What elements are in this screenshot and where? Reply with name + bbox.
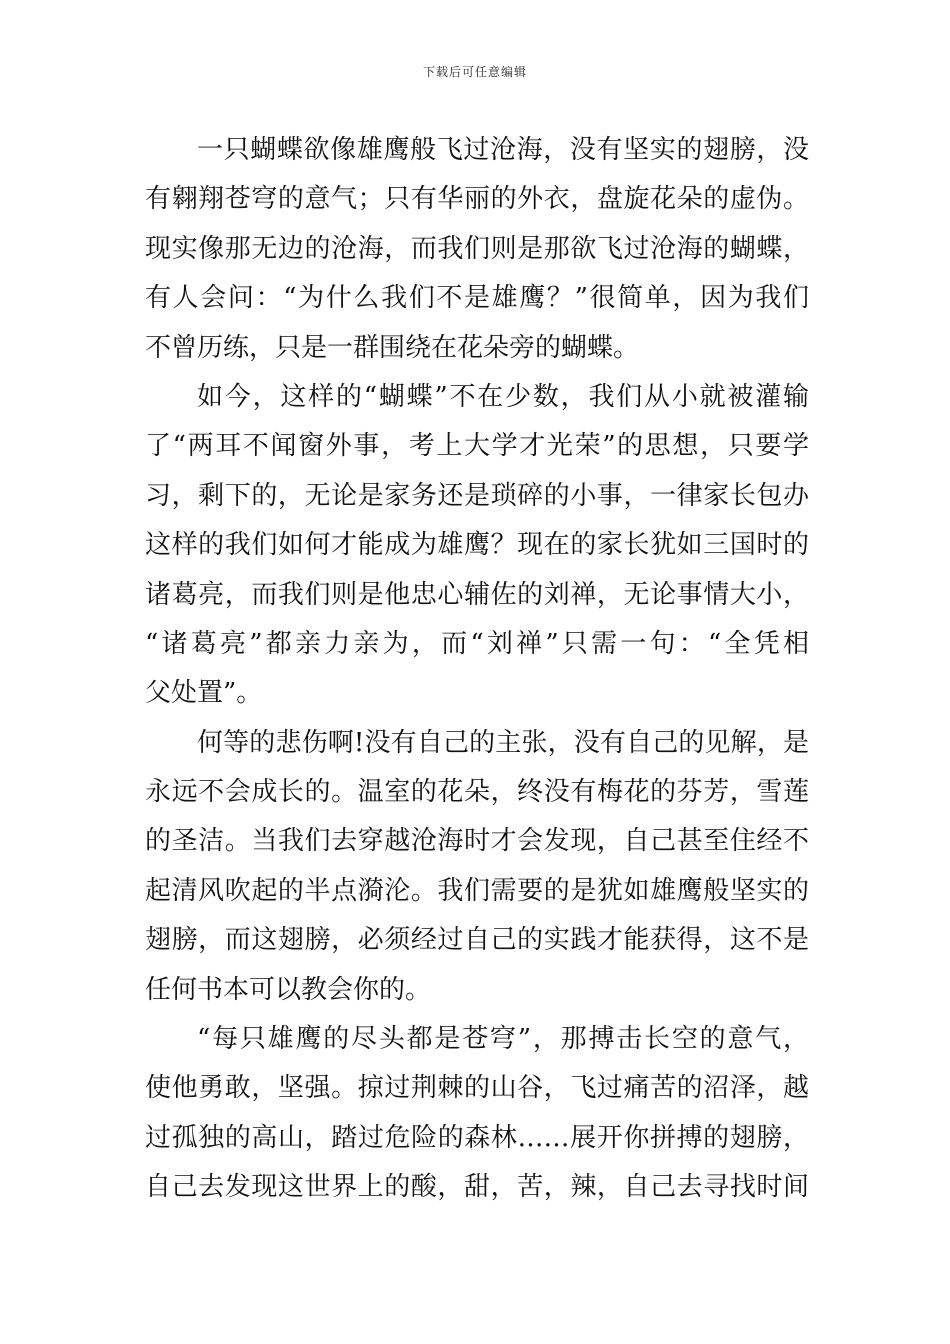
text-line: 过孤独的高山，踏过危险的森林……展开你拼搏的翅膀， bbox=[145, 1122, 809, 1153]
text-line: 习，剩下的，无论是家务还是琐碎的小事，一律家长包办 bbox=[145, 480, 809, 511]
text-line: 一只蝴蝶欲像雄鹰般飞过沧海，没有坚实的翅膀，没 bbox=[197, 135, 809, 165]
text-line: “每只雄鹰的尽头都是苍穹”，那搏击长空的意气， bbox=[197, 1024, 809, 1055]
text-line: “诸葛亮”都亲力亲为，而“刘禅”只需一句：“全凭相 bbox=[145, 628, 809, 659]
text-line: 何等的悲伤啊!没有自己的主张，没有自己的见解，是 bbox=[197, 727, 809, 758]
text-line: 起清风吹起的半点漪沦。我们需要的是犹如雄鹰般坚实的 bbox=[145, 875, 809, 906]
text-line: 了“两耳不闻窗外事，考上大学才光荣”的思想，只要学 bbox=[145, 431, 809, 462]
document-body bbox=[145, 126, 809, 1213]
page-header-note: 下载后可任意编辑 bbox=[422, 65, 527, 79]
text-line: 诸葛亮，而我们则是他忠心辅佐的刘禅，无论事情大小， bbox=[145, 579, 809, 610]
text-line: 永远不会成长的。温室的花朵，终没有梅花的芬芳，雪莲 bbox=[145, 777, 809, 808]
text-line: 有翱翔苍穹的意气；只有华丽的外衣，盘旋花朵的虚伪。 bbox=[145, 184, 809, 215]
text-line: 任何书本可以教会你的。 bbox=[145, 974, 432, 1005]
text-line: 不曾历练，只是一群围绕在花朵旁的蝴蝶。 bbox=[145, 332, 640, 363]
text-line: 这样的我们如何才能成为雄鹰？现在的家长犹如三国时的 bbox=[145, 530, 809, 561]
text-line: 如今，这样的“蝴蝶”不在少数，我们从小就被灌输 bbox=[197, 381, 809, 412]
text-line: 现实像那无边的沧海，而我们则是那欲飞过沧海的蝴蝶， bbox=[145, 233, 809, 264]
text-line: 自己去发现这世界上的酸，甜，苦，辣，自己去寻找时间 bbox=[145, 1172, 809, 1203]
text-line: 使他勇敢，坚强。掠过荆棘的山谷，飞过痛苦的沼泽，越 bbox=[145, 1073, 809, 1104]
text-line: 有人会问：“为什么我们不是雄鹰？”很简单，因为我们 bbox=[145, 283, 809, 314]
text-line: 的圣洁。当我们去穿越沧海时才会发现，自己甚至住经不 bbox=[145, 826, 809, 857]
text-line: 父处置”。 bbox=[145, 678, 263, 709]
text-line: 翅膀，而这翅膀，必须经过自己的实践才能获得，这不是 bbox=[145, 925, 809, 956]
